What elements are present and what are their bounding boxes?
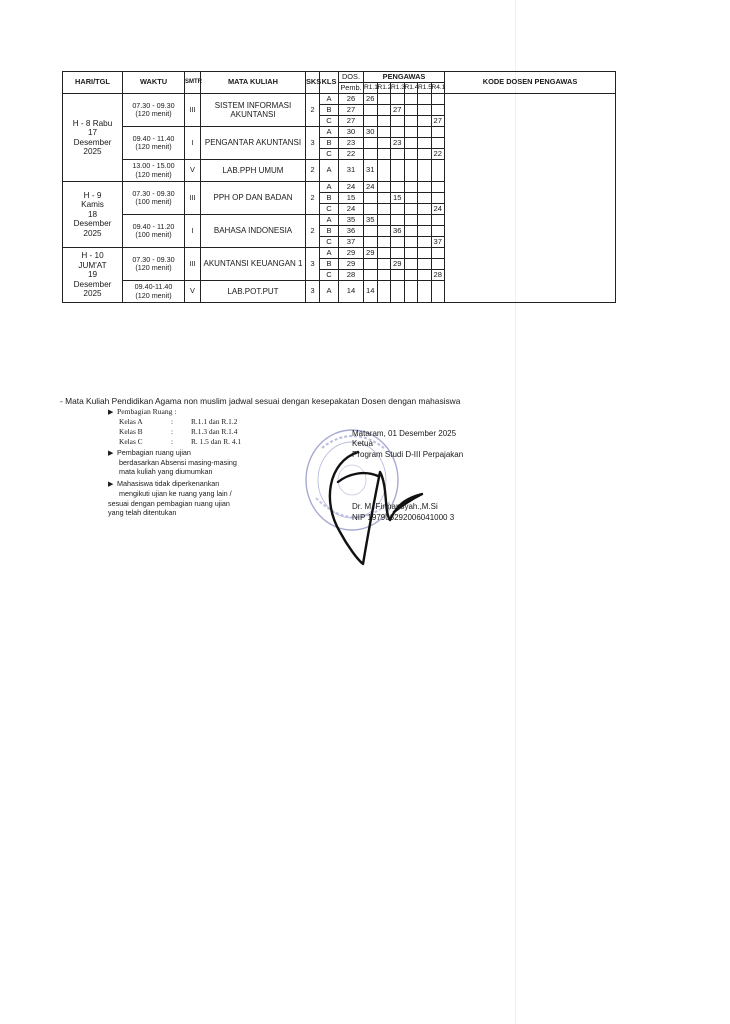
- pengawas-room-cell: [404, 215, 418, 226]
- kls-cell: A: [320, 248, 339, 259]
- pengawas-room-cell: [364, 193, 378, 204]
- bullet2-line3: mata kuliah yang diumumkan: [119, 467, 213, 477]
- pengawas-room-cell: [377, 270, 391, 281]
- pengawas-room-cell: [364, 116, 378, 127]
- pengawas-room-cell: [377, 127, 391, 138]
- pengawas-room-cell: [391, 237, 405, 248]
- kelas-rooms: R.1.1 dan R.1.2: [191, 417, 238, 427]
- pengawas-room-cell: [418, 226, 432, 237]
- kls-cell: A: [320, 94, 339, 105]
- day-line: 2025: [83, 228, 102, 238]
- waktu-duration: (100 menit): [135, 230, 172, 239]
- pengawas-room-cell: [377, 259, 391, 270]
- waktu-duration: (120 menit): [135, 169, 172, 179]
- pengawas-room-cell: [418, 160, 432, 182]
- day-line: 2025: [83, 289, 102, 299]
- pengawas-room-cell: [431, 281, 445, 303]
- pengawas-room-cell: 26: [364, 94, 378, 105]
- triangle-bullet-icon: ▶: [108, 480, 114, 488]
- waktu-duration: (120 menit): [135, 109, 172, 118]
- pengawas-room-cell: [364, 138, 378, 149]
- pengawas-room-cell: [391, 116, 405, 127]
- pengawas-room-cell: [404, 226, 418, 237]
- dos-pemb-cell: 36: [339, 226, 364, 237]
- header-hari-tgl: HARI/TGL: [63, 72, 123, 94]
- waktu-time: 09.40 - 11.20: [132, 221, 175, 231]
- pengawas-room-cell: 27: [391, 105, 405, 116]
- pengawas-room-cell: [431, 193, 445, 204]
- pengawas-room-cell: [377, 204, 391, 215]
- triangle-bullet-icon: ▶: [108, 449, 114, 457]
- waktu-cell: [123, 127, 185, 160]
- kelas-rooms: R. 1.5 dan R. 4.1: [191, 436, 242, 446]
- bullet3-line4: yang telah ditentukan: [108, 508, 177, 517]
- pengawas-room-cell: [377, 94, 391, 105]
- mata-kuliah-cell: SISTEM INFORMASI AKUNTANSI: [201, 94, 306, 127]
- day-line: Desember: [73, 219, 112, 229]
- sks-cell: 2: [306, 94, 320, 127]
- bullet2-line1: Pembagian ruang ujian: [117, 447, 191, 457]
- table-row: [63, 94, 616, 105]
- smtr-cell: I: [185, 127, 201, 160]
- pengawas-room-cell: [431, 138, 445, 149]
- pengawas-room-cell: [418, 259, 432, 270]
- pengawas-room-cell: 36: [391, 226, 405, 237]
- pengawas-room-cell: [404, 116, 418, 127]
- ruang-title: Pembagian Ruang :: [117, 407, 177, 416]
- mata-kuliah-cell: LAB.POT.PUT: [201, 281, 306, 303]
- kls-cell: B: [320, 226, 339, 237]
- header-smtr: SMTR: [185, 72, 201, 94]
- dos-pemb-cell: 27: [339, 105, 364, 116]
- dos-pemb-cell: 22: [339, 149, 364, 160]
- day-line: JUM'AT: [78, 260, 107, 270]
- kelas-sep: :: [171, 417, 174, 427]
- kelas-sep: :: [171, 436, 174, 446]
- dos-pemb-cell: 31: [339, 160, 364, 182]
- pengawas-room-cell: [404, 237, 418, 248]
- waktu-cell: [123, 160, 185, 182]
- day-line: Desember: [73, 137, 112, 147]
- dos-pemb-cell: 24: [339, 204, 364, 215]
- pengawas-room-cell: [391, 149, 405, 160]
- header-kode-dosen: KODE DOSEN PENGAWAS: [445, 72, 616, 94]
- header-mata-kuliah: MATA KULIAH: [201, 72, 306, 94]
- pengawas-room-cell: 37: [431, 237, 445, 248]
- dos-pemb-cell: 27: [339, 116, 364, 127]
- waktu-time: 07.30 - 09.30: [132, 188, 175, 198]
- sks-cell: 3: [306, 281, 320, 303]
- dos-pemb-cell: 15: [339, 193, 364, 204]
- pengawas-room-cell: [404, 204, 418, 215]
- kls-cell: A: [320, 281, 339, 303]
- pengawas-room-cell: [377, 105, 391, 116]
- kls-cell: B: [320, 105, 339, 116]
- day-cell: [63, 248, 123, 303]
- waktu-time: 09.40 - 11.40: [132, 133, 175, 143]
- bullet3-line3: sesuai dengan pembagian ruang ujian: [108, 498, 230, 508]
- place-date: Mataram, 01 Desember 2025: [352, 429, 457, 438]
- pengawas-room-cell: [391, 160, 405, 182]
- pengawas-room-cell: [404, 281, 418, 303]
- pengawas-room-cell: [391, 281, 405, 303]
- pengawas-room-cell: [364, 105, 378, 116]
- sks-cell: 2: [306, 160, 320, 182]
- pengawas-room-cell: [391, 270, 405, 281]
- pengawas-room-cell: 22: [431, 149, 445, 160]
- pengawas-room-cell: [431, 248, 445, 259]
- pengawas-room-cell: [391, 182, 405, 193]
- pengawas-room-cell: 31: [364, 160, 378, 182]
- waktu-cell: [123, 182, 185, 215]
- pengawas-room-cell: [377, 149, 391, 160]
- bullet3-line2: mengikuti ujian ke ruang yang lain /: [119, 489, 232, 498]
- kls-cell: B: [320, 138, 339, 149]
- pengawas-room-cell: [391, 215, 405, 226]
- dos-pemb-cell: 35: [339, 215, 364, 226]
- smtr-cell: V: [185, 160, 201, 182]
- sks-cell: 3: [306, 248, 320, 281]
- day-line: 17: [87, 128, 98, 138]
- kelas-sep: :: [171, 427, 174, 436]
- waktu-time: 07.30 - 09.30: [132, 100, 175, 110]
- pengawas-room-cell: [431, 105, 445, 116]
- pengawas-room-cell: 15: [391, 193, 405, 204]
- pengawas-room-cell: [418, 138, 432, 149]
- pengawas-room-cell: [404, 149, 418, 160]
- kls-cell: C: [320, 204, 339, 215]
- waktu-duration: (120 menit): [135, 290, 172, 300]
- pengawas-room-cell: [391, 204, 405, 215]
- sks-cell: 2: [306, 215, 320, 248]
- pengawas-room-cell: [418, 149, 432, 160]
- pengawas-room-cell: [377, 215, 391, 226]
- dos-pemb-cell: 29: [339, 248, 364, 259]
- pengawas-room-cell: [404, 160, 418, 182]
- pengawas-room-cell: [418, 182, 432, 193]
- day-line: H - 10: [81, 251, 104, 261]
- pengawas-room-cell: 29: [364, 248, 378, 259]
- smtr-cell: III: [185, 248, 201, 281]
- kelas-name: Kelas A: [119, 417, 143, 427]
- dos-pemb-cell: 23: [339, 138, 364, 149]
- header-pemb: Pemb.: [340, 82, 362, 92]
- pengawas-room-cell: [377, 226, 391, 237]
- pengawas-room-cell: [418, 281, 432, 303]
- kelas-name: Kelas B: [119, 427, 143, 436]
- pengawas-room-cell: [418, 237, 432, 248]
- exam-notes: [108, 407, 308, 518]
- header-kls: KLS: [320, 72, 339, 94]
- header-sks: SKS: [306, 72, 320, 94]
- waktu-cell: [123, 248, 185, 281]
- pengawas-room-cell: [404, 182, 418, 193]
- kls-cell: A: [320, 160, 339, 182]
- waktu-cell: [123, 281, 185, 303]
- day-line: Desember: [73, 279, 112, 289]
- exam-schedule-table: [62, 71, 616, 303]
- day-cell: [63, 94, 123, 182]
- pengawas-room-cell: [364, 259, 378, 270]
- pengawas-room-cell: 24: [431, 204, 445, 215]
- kls-cell: C: [320, 149, 339, 160]
- pengawas-room-cell: [431, 94, 445, 105]
- kls-cell: C: [320, 237, 339, 248]
- pengawas-room-cell: 24: [364, 182, 378, 193]
- pengawas-room-cell: [418, 270, 432, 281]
- pengawas-room-cell: 23: [391, 138, 405, 149]
- pengawas-room-cell: [377, 116, 391, 127]
- pengawas-room-cell: [364, 204, 378, 215]
- pengawas-room-cell: [404, 259, 418, 270]
- pengawas-room-cell: [418, 248, 432, 259]
- dos-pemb-cell: 28: [339, 270, 364, 281]
- pengawas-room-cell: [364, 270, 378, 281]
- smtr-cell: III: [185, 182, 201, 215]
- kelas-list: [108, 417, 308, 446]
- dos-pemb-cell: 29: [339, 259, 364, 270]
- header-room: R1.2: [377, 83, 391, 94]
- kelas-row: [108, 427, 308, 437]
- pengawas-room-cell: [431, 182, 445, 193]
- day-line: 18: [87, 209, 98, 219]
- kelas-rooms: R.1.3 dan R.1.4: [191, 427, 238, 436]
- dos-pemb-cell: 14: [339, 281, 364, 303]
- pengawas-room-cell: [404, 270, 418, 281]
- mata-kuliah-cell: AKUNTANSI KEUANGAN 1: [201, 248, 306, 281]
- pengawas-room-cell: [377, 182, 391, 193]
- day-line: H - 9: [83, 190, 102, 200]
- day-line: Kamis: [81, 200, 104, 210]
- pengawas-room-cell: [418, 193, 432, 204]
- waktu-cell: [123, 94, 185, 127]
- pengawas-room-cell: [391, 248, 405, 259]
- header-room: R1.5: [418, 83, 432, 94]
- pengawas-room-cell: [418, 127, 432, 138]
- kls-cell: B: [320, 259, 339, 270]
- pengawas-room-cell: [377, 237, 391, 248]
- signatory-name: Dr. M. Firmansyah.,M.Si: [352, 502, 438, 512]
- smtr-cell: I: [185, 215, 201, 248]
- bullet3-line1: Mahasiswa tidak diperkenankan: [117, 478, 220, 488]
- pengawas-room-cell: [418, 204, 432, 215]
- pengawas-room-cell: [364, 237, 378, 248]
- pengawas-room-cell: 29: [391, 259, 405, 270]
- pengawas-room-cell: 30: [364, 127, 378, 138]
- program-name: Program Studi D-III Perpajakan: [352, 449, 464, 459]
- pengawas-room-cell: [404, 127, 418, 138]
- kls-cell: A: [320, 215, 339, 226]
- pengawas-room-cell: [431, 259, 445, 270]
- pengawas-room-cell: [431, 160, 445, 182]
- pengawas-room-cell: [377, 248, 391, 259]
- signature-block: [352, 429, 463, 523]
- day-line: 19: [87, 270, 98, 280]
- waktu-duration: (120 menit): [135, 142, 172, 151]
- kls-cell: B: [320, 193, 339, 204]
- pengawas-room-cell: 27: [431, 116, 445, 127]
- mata-kuliah-cell: PENGANTAR AKUNTANSI: [201, 127, 306, 160]
- waktu-time: 13.00 - 15.00: [132, 161, 175, 171]
- header-room: R1.1: [364, 83, 378, 94]
- waktu-time: 07.30 - 09.30: [132, 254, 175, 264]
- pengawas-room-cell: [418, 105, 432, 116]
- kode-dosen-cell: [445, 94, 616, 303]
- header-room: R1.4: [404, 83, 418, 94]
- day-cell: [63, 182, 123, 248]
- kls-cell: C: [320, 116, 339, 127]
- pengawas-room-cell: [377, 138, 391, 149]
- pengawas-room-cell: 14: [364, 281, 378, 303]
- day-line: 2025: [83, 146, 102, 156]
- waktu-duration: (120 menit): [135, 263, 172, 272]
- kelas-row: [108, 417, 308, 427]
- pengawas-room-cell: [404, 94, 418, 105]
- kls-cell: A: [320, 127, 339, 138]
- bullet2-line2: berdasarkan Absensi masing-masing: [119, 457, 237, 467]
- pengawas-room-cell: [391, 94, 405, 105]
- header-dos: DOS.: [339, 72, 364, 83]
- pengawas-room-cell: [431, 226, 445, 237]
- pengawas-room-cell: [364, 149, 378, 160]
- waktu-time: 09.40-11.40: [134, 282, 173, 292]
- note-agama: - Mata Kuliah Pendidikan Agama non muslim jadwal sesuai dengan kesepakatan Dosen dengan mahasiswa: [60, 396, 461, 406]
- sks-cell: 2: [306, 182, 320, 215]
- pengawas-room-cell: [431, 215, 445, 226]
- pengawas-room-cell: [418, 94, 432, 105]
- pengawas-room-cell: [404, 105, 418, 116]
- pengawas-room-cell: [431, 127, 445, 138]
- pengawas-room-cell: [404, 193, 418, 204]
- sks-cell: 3: [306, 127, 320, 160]
- smtr-cell: III: [185, 94, 201, 127]
- signatory-nip: NIP 197906292006041000 3: [352, 512, 455, 522]
- dos-pemb-cell: 26: [339, 94, 364, 105]
- pengawas-room-cell: [418, 215, 432, 226]
- smtr-cell: V: [185, 281, 201, 303]
- pengawas-room-cell: [377, 160, 391, 182]
- kls-cell: C: [320, 270, 339, 281]
- dos-pemb-cell: 37: [339, 237, 364, 248]
- pengawas-room-cell: [364, 226, 378, 237]
- waktu-cell: [123, 215, 185, 248]
- header-pengawas: PENGAWAS: [364, 72, 445, 83]
- kls-cell: A: [320, 182, 339, 193]
- kelas-name: Kelas C: [119, 436, 143, 446]
- triangle-bullet-icon: ▶: [108, 408, 114, 416]
- mata-kuliah-cell: PPH OP DAN BADAN: [201, 182, 306, 215]
- pengawas-room-cell: 28: [431, 270, 445, 281]
- mata-kuliah-cell: BAHASA INDONESIA: [201, 215, 306, 248]
- day-line: H - 8 Rabu: [72, 118, 113, 128]
- pengawas-room-cell: 35: [364, 215, 378, 226]
- mata-kuliah-cell: LAB.PPH UMUM: [201, 160, 306, 182]
- pengawas-room-cell: [418, 116, 432, 127]
- kelas-row: [108, 437, 308, 447]
- header-waktu: WAKTU: [123, 72, 185, 94]
- pengawas-room-cell: [404, 138, 418, 149]
- header-room: R4.1: [431, 83, 445, 94]
- signatory-role: Ketua: [352, 439, 373, 449]
- waktu-duration: (100 menit): [135, 197, 172, 206]
- pengawas-room-cell: [404, 248, 418, 259]
- pengawas-room-cell: [391, 127, 405, 138]
- header-room: R1.3: [391, 83, 405, 94]
- pengawas-room-cell: [377, 193, 391, 204]
- dos-pemb-cell: 30: [339, 127, 364, 138]
- dos-pemb-cell: 24: [339, 182, 364, 193]
- pengawas-room-cell: [377, 281, 391, 303]
